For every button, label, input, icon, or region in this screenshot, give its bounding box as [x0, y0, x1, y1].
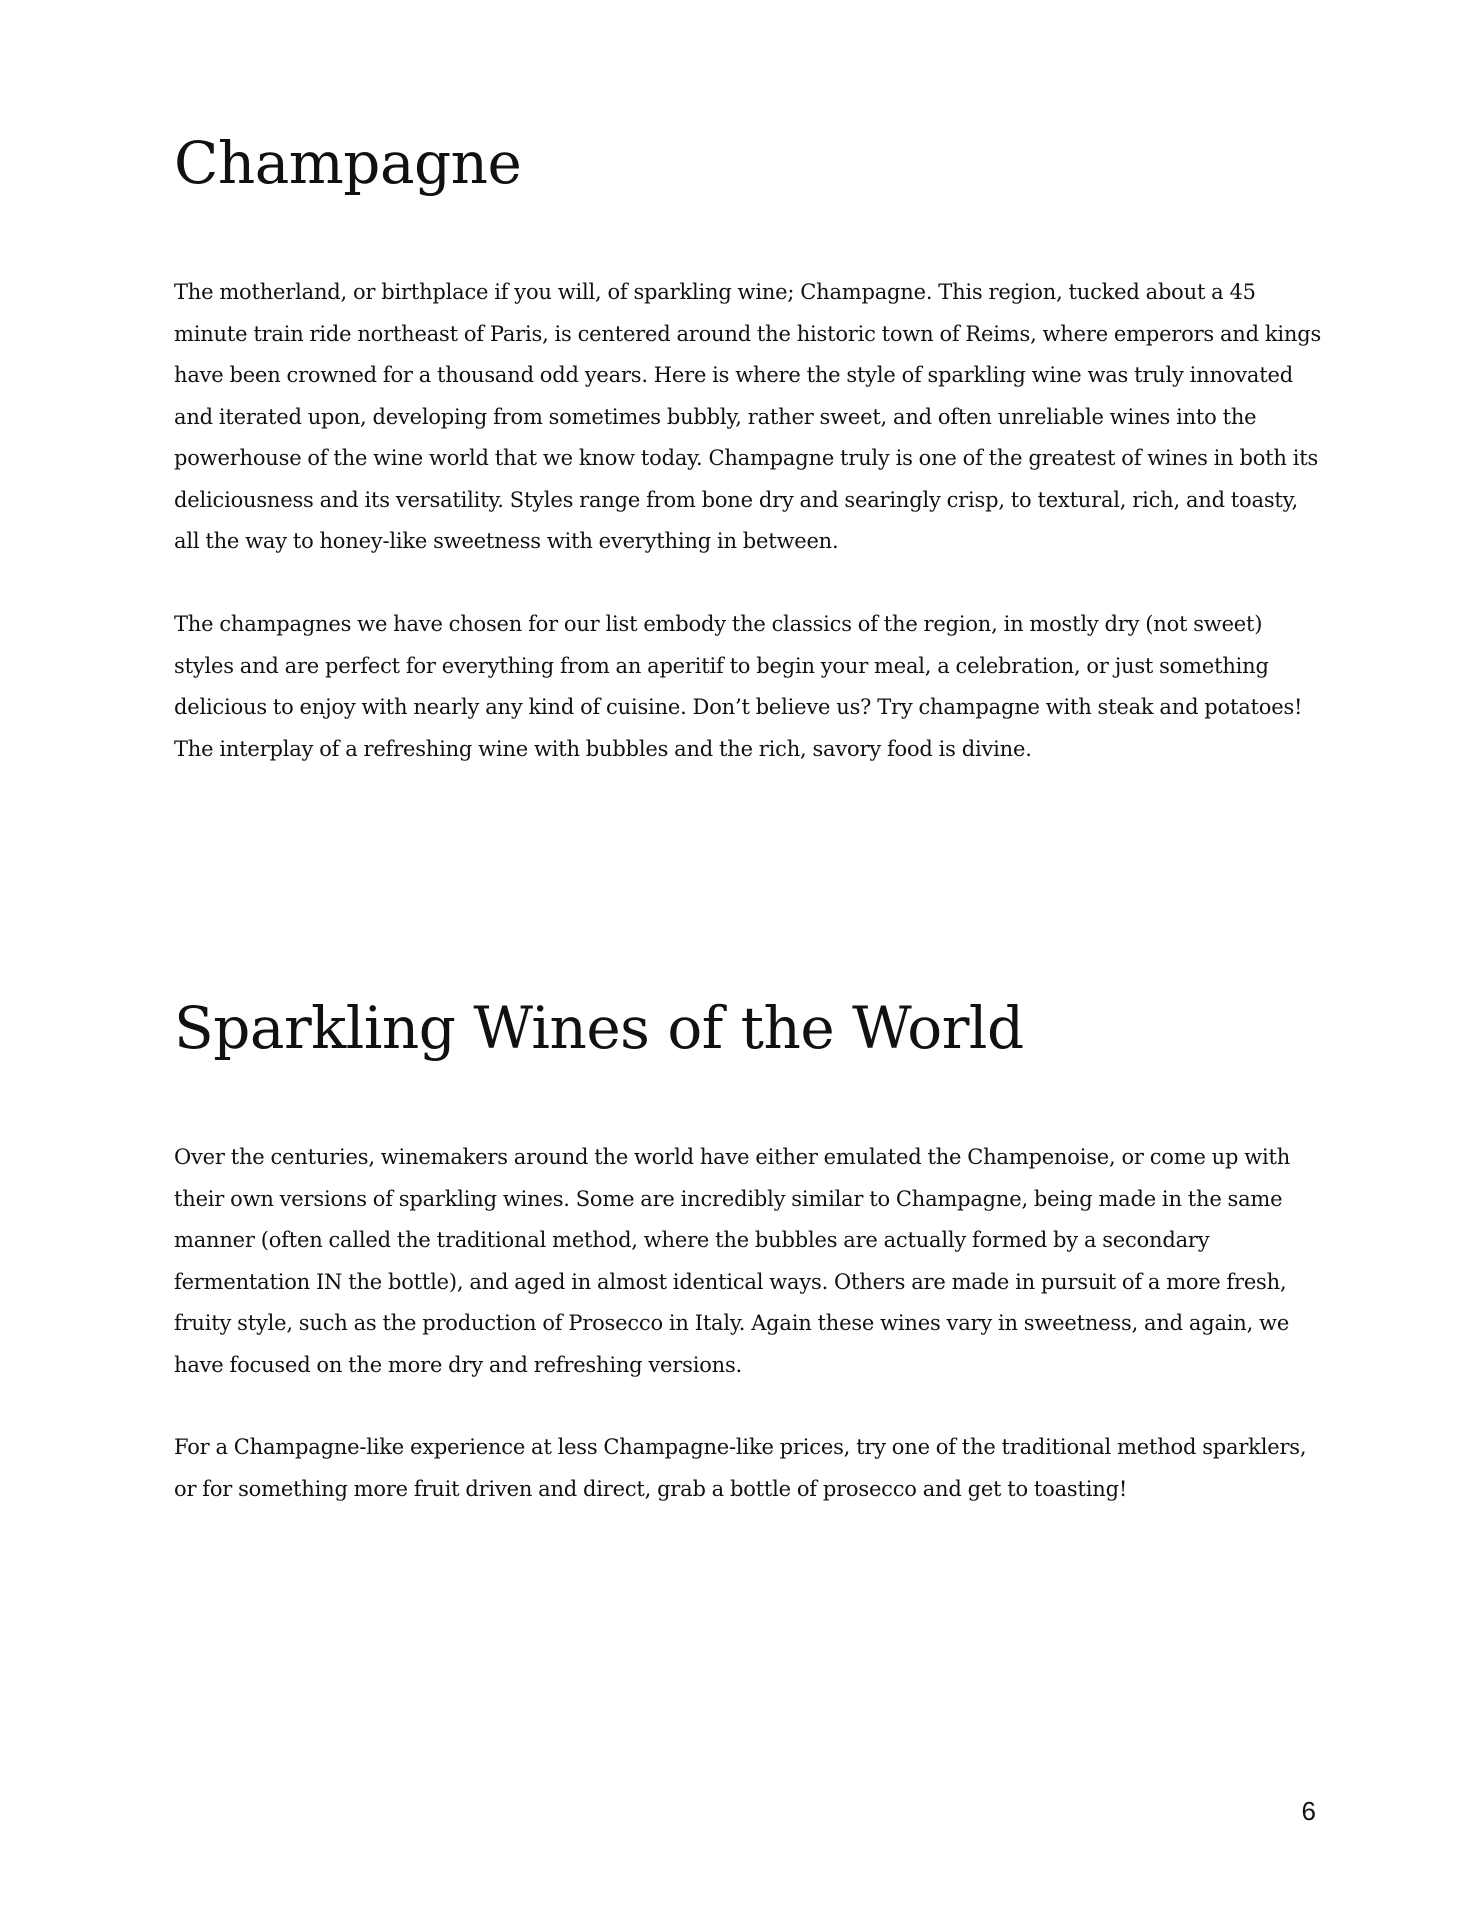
section-heading-sparkling-wines: Sparkling Wines of the World [174, 994, 1024, 1062]
champagne-paragraph-1: The motherland, or birthplace if you will, of sparkling wine; Champagne. This region, tucked about a 45 minute train ride northeast of Paris, is centered around the historic town of Reims, where emperors and kings have been crowned for a thousand odd years. Here is where the style of sparkling wine was truly innovated and iterated upon, developing from sometimes bubbly, rather sweet, and often unreliable wines into the powerhouse of the wine world that we know today. Champagne truly is one of the greatest of wines in both its deliciousness and its versatility. Styles range from bone dry and searingly crisp, to textural, rich, and toasty, all the way to honey-like sweetness with everything in between. [174, 280, 1322, 553]
page-number: 6 [1301, 1796, 1316, 1826]
sparkling-wines-paragraph-1: Over the centuries, winemakers around the world have either emulated the Champenoise, or come up with their own versions of sparkling wines. Some are incredibly similar to Champagne, being made in the same manner (often called the traditional method, where the bubbles are actually formed by a secondary fermentation IN the bottle), and aged in almost identical ways. Others are made in pursuit of a more fresh, fruity style, such as the production of Prosecco in Italy. Again these wines vary in sweetness, and again, we have focused on the more dry and refreshing versions. [174, 1145, 1291, 1377]
sparkling-wines-paragraph-2: For a Champagne-like experience at less Champagne-like prices, try one of the traditional method sparklers, or for something more fruit driven and direct, grab a bottle of prosecco and get to toasting! [174, 1435, 1307, 1501]
section-heading-champagne: Champagne [174, 129, 522, 197]
champagne-paragraph-2: The champagnes we have chosen for our list embody the classics of the region, in mostly dry (not sweet) styles and are perfect for everything from an aperitif to begin your meal, a celebration, or just something delicious to enjoy with nearly any kind of cuisine. Don’t believe us? Try champagne with steak and potatoes! The interplay of a refreshing wine with bubbles and the rich, savory food is divine. [174, 612, 1303, 761]
